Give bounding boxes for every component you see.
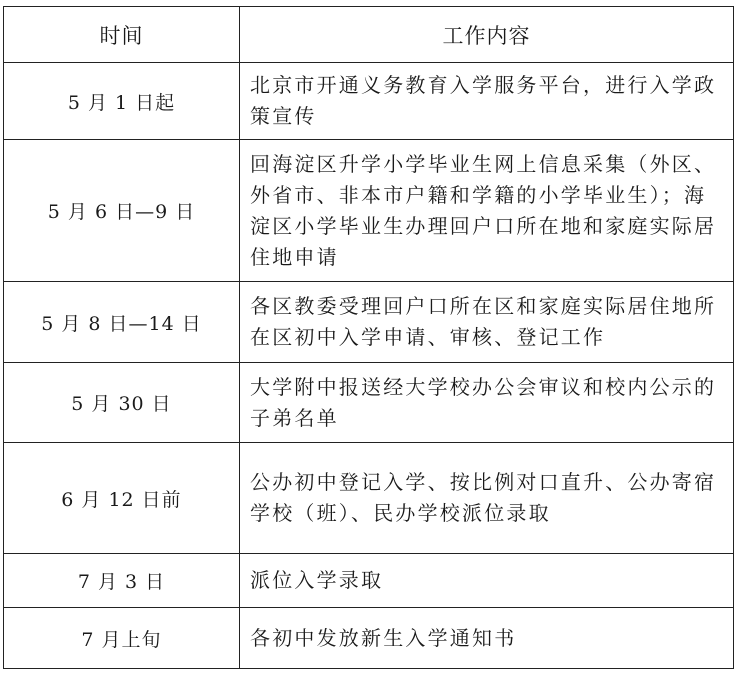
work-cell: 各区教委受理回户口所在区和家庭实际居住地所在区初中入学申请、审核、登记工作	[240, 282, 734, 363]
work-cell: 各初中发放新生入学通知书	[240, 608, 734, 669]
work-cell: 派位入学录取	[240, 554, 734, 608]
time-cell: 7 月上旬	[4, 608, 240, 669]
enrollment-schedule-table	[3, 6, 734, 669]
header-time: 时间	[4, 7, 240, 63]
time-cell: 6 月 12 日前	[4, 443, 240, 554]
table-row	[4, 608, 734, 669]
work-cell: 北京市开通义务教育入学服务平台，进行入学政策宣传	[240, 63, 734, 140]
table-row	[4, 443, 734, 554]
table-row	[4, 554, 734, 608]
time-cell: 5 月 6 日—9 日	[4, 140, 240, 282]
time-cell: 5 月 8 日—14 日	[4, 282, 240, 363]
work-cell: 大学附中报送经大学校办公会审议和校内公示的子弟名单	[240, 363, 734, 443]
table-row	[4, 282, 734, 363]
table-header-row	[4, 7, 734, 63]
time-cell: 5 月 30 日	[4, 363, 240, 443]
work-cell: 回海淀区升学小学毕业生网上信息采集（外区、外省市、非本市户籍和学籍的小学毕业生）；海淀区小学毕业生办理回户口所在地和家庭实际居住地申请	[240, 140, 734, 282]
table-row	[4, 63, 734, 140]
work-cell: 公办初中登记入学、按比例对口直升、公办寄宿学校（班）、民办学校派位录取	[240, 443, 734, 554]
time-cell: 7 月 3 日	[4, 554, 240, 608]
header-work: 工作内容	[240, 7, 734, 63]
table-row	[4, 140, 734, 282]
time-cell: 5 月 1 日起	[4, 63, 240, 140]
table-row	[4, 363, 734, 443]
